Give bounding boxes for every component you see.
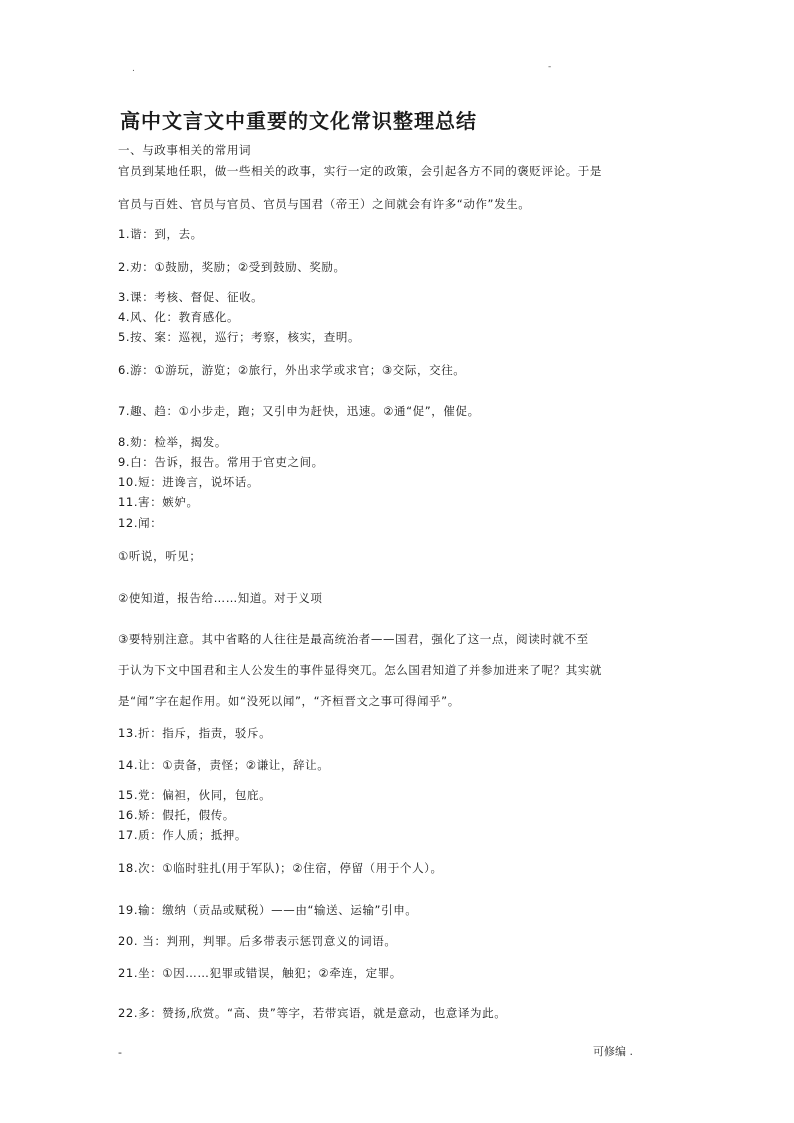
meaning-line: 于认为下文中国君和主人公发生的事件显得突兀。怎么国君知道了并参加进来了呢？其实就 — [118, 663, 602, 677]
meaning-line: ①听说，听见； — [118, 549, 202, 563]
vocab-item: 21.坐：①因……犯罪或错误，触犯；②牵连，定罪。 — [118, 966, 402, 980]
intro-line: 官员与百姓、官员与官员、官员与国君（帝王）之间就会有许多“动作”发生。 — [118, 197, 531, 211]
vocab-item: 20. 当：判刑，判罪。后多带表示惩罚意义的词语。 — [118, 934, 397, 948]
header-left-mark: . — [132, 64, 135, 74]
footer-text: 可修编 . — [593, 1045, 633, 1058]
intro-line: 官员到某地任职，做一些相关的政事，实行一定的政策，会引起各方不同的褒贬评论。于是 — [118, 164, 602, 178]
vocab-item: 3.课：考核、督促、征收。 — [118, 290, 264, 304]
vocab-item: 22.多：赞扬,欣赏。“高、贵”等字，若带宾语，就是意动，也意译为此。 — [118, 1006, 507, 1020]
section-heading: 一、与政事相关的常用词 — [118, 143, 252, 157]
meaning-line: 是“闻”字在起作用。如“没死以闻”，“齐桓晋文之事可得闻乎”。 — [118, 694, 460, 708]
vocab-item: 2.劝：①鼓励，奖励；②受到鼓励、奖励。 — [118, 260, 346, 274]
document-title: 高中文言文中重要的文化常识整理总结 — [120, 109, 477, 133]
footer-left-mark: - — [118, 1046, 122, 1059]
vocab-item: 5.按、案：巡视，巡行；考察，核实，查明。 — [118, 330, 361, 344]
vocab-item: 17.质：作人质；抵押。 — [118, 828, 247, 842]
vocab-item: 16.矫：假托，假传。 — [118, 808, 235, 822]
vocab-item: 1.谐：到，去。 — [118, 227, 203, 241]
vocab-item: 18.次：①临时驻扎(用于军队)；②住宿，停留（用于个人）。 — [118, 861, 443, 875]
vocab-item: 13.折：指斥，指责，驳斥。 — [118, 726, 272, 740]
vocab-item: 8.劾：检举，揭发。 — [118, 435, 227, 449]
vocab-item: 12.闻： — [118, 516, 163, 530]
meaning-line: ②使知道，报告给……知道。对于义项 — [118, 591, 323, 605]
vocab-item: 15.党：偏袒，伙同，包庇。 — [118, 788, 272, 802]
header-right-mark: - — [548, 62, 552, 72]
vocab-item: 19.输：缴纳（贡品或赋税）——由“输送、运输”引申。 — [118, 903, 418, 917]
vocab-item: 6.游：①游玩，游览；②旅行，外出求学或求官；③交际，交往。 — [118, 363, 466, 377]
vocab-item: 11.害：嫉妒。 — [118, 495, 199, 509]
vocab-item: 14.让：①责备，责怪；②谦让，辞让。 — [118, 758, 330, 772]
vocab-item: 10.短：进谗言，说坏话。 — [118, 475, 260, 489]
vocab-item: 7.趣、趋：①小步走，跑；又引申为赶快，迅速。②通“促”，催促。 — [118, 404, 480, 418]
vocab-item: 4.风、化：教育感化。 — [118, 310, 240, 324]
meaning-line: ③要特别注意。其中省略的人往往是最高统治者——国君，强化了这一点，阅读时就不至 — [118, 632, 589, 646]
vocab-item: 9.白：告诉，报告。常用于官吏之间。 — [118, 455, 324, 469]
